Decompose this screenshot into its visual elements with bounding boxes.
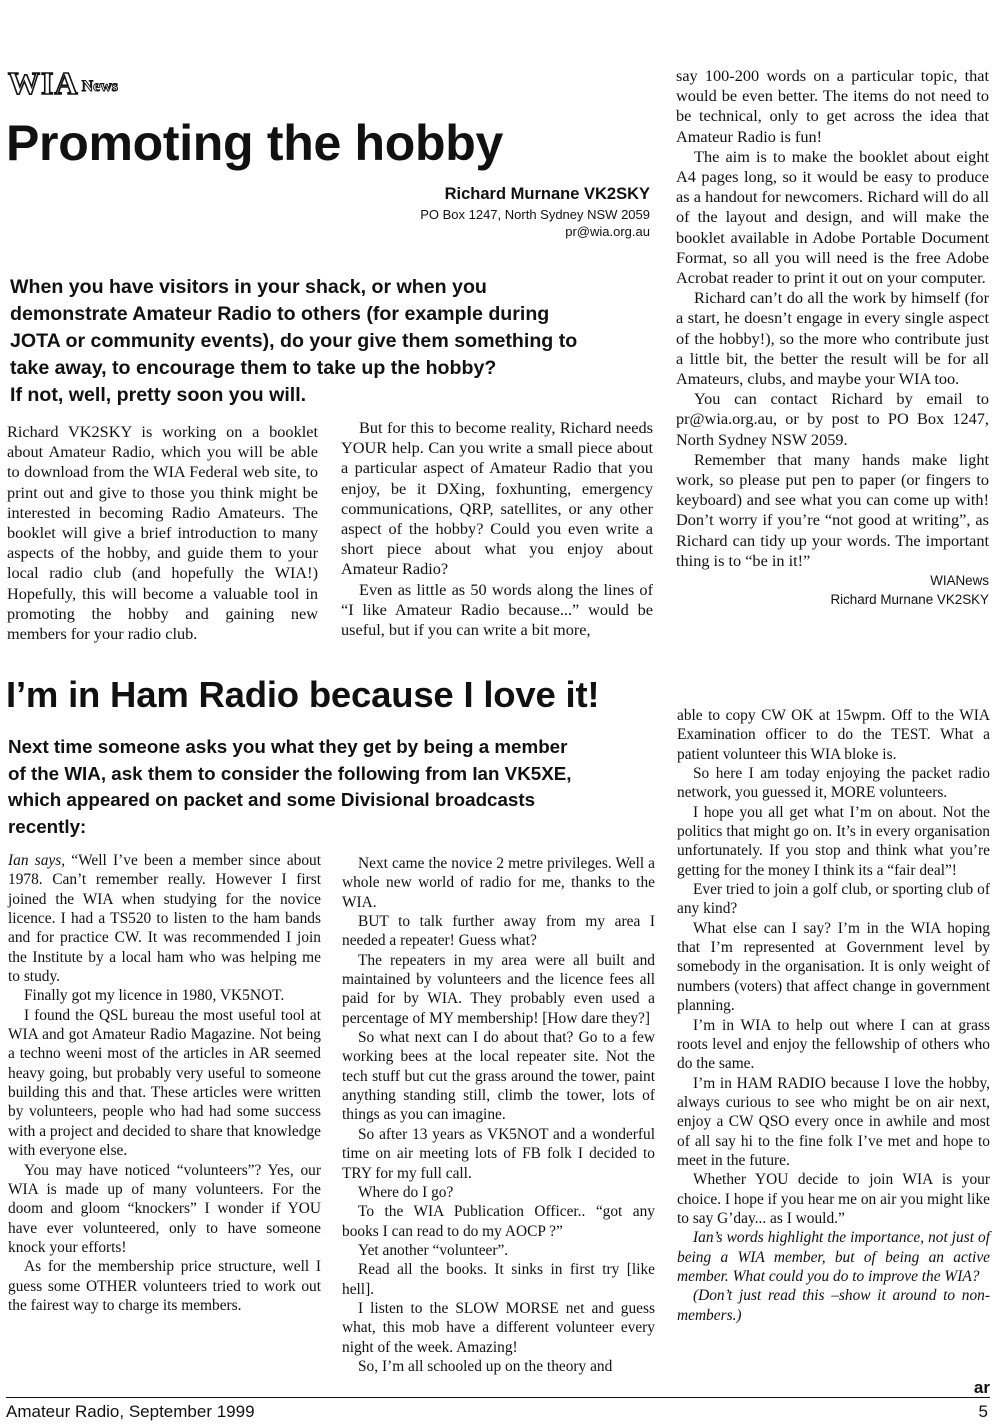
paragraph: BUT to talk further away from my area I needed a repeater! Guess what? [342, 913, 655, 950]
paragraph: Richard can’t do all the work by himself (for a start, he doesn’t engage in every single aspect of the hobby!), so the more who contribute just a little bit, the better the result will be for all Amateurs, clubs, and maybe your WIA too. [676, 288, 989, 389]
footer-divider [6, 1397, 990, 1398]
paragraph: Ever tried to join a golf club, or sporting club of any kind? [677, 881, 990, 918]
signature-author: Richard Murnane VK2SKY [830, 592, 989, 608]
paragraph: The repeaters in my area were all built and maintained by volunteers and the licence fees all paid for by WIA. They probably even used a percentage of MY membership! [How dare they?] [342, 951, 655, 1027]
article1-column-1 [7, 422, 318, 644]
intro-line: take away, to encourage them to take up the hobby? [10, 357, 497, 379]
author-name: Richard Murnane VK2SKY [444, 185, 650, 203]
paragraph: To the WIA Publication Officer.. “got any books I can read to do my AOCP ?” [342, 1203, 655, 1240]
byline [360, 182, 650, 240]
paragraph: I listen to the SLOW MORSE net and guess what, this mob have a different volunteer every night of the week. Amazing! [342, 1299, 655, 1356]
paragraph: What else can I say? I’m in the WIA hoping that I’m represented at Government level by somebody in the organisation. It is only weight of numbers (voters) that affect change in government planning. [677, 919, 990, 1015]
paragraph: Even as little as 50 words along the lines of “I like Amateur Radio because...” would be useful, but if you can write a bit more, [341, 579, 653, 640]
intro-line: If not, well, pretty soon you will. [10, 384, 307, 406]
paragraph: As for the membership price structure, well I guess some OTHER volunteers tried to work out the fairest way to charge its members. [8, 1258, 321, 1314]
intro-line: of the WIA, ask them to consider the following from Ian VK5XE, [8, 762, 572, 784]
paragraph: The aim is to make the booklet about eight A4 pages long, so it would be easy to produce as a handout for newcomers. Richard will do all of the layout and design, and will make the booklet available in Adobe Portable Document Format, so all you will need is the free Adobe Acrobat reader to print it out on your computer. [676, 146, 989, 288]
paragraph [8, 851, 321, 986]
paragraph: I’m in HAM RADIO because I love the hobby, always curious to see who might be on air next, enjoy a CW QSO every once in awhile and most of all say hi to the fine folk I’ve met and hope to meet in the future. [677, 1074, 990, 1169]
paragraph: Where do I go? [358, 1183, 454, 1201]
article2-title: I’m in Ham Radio because I love it! [6, 674, 600, 715]
editor-note [677, 1228, 990, 1286]
intro-line: Next time someone asks you what they get by being a member [8, 736, 568, 757]
intro-line: which appeared on packet and some Divisional broadcasts [8, 789, 536, 810]
paragraph: Remember that many hands make light work, so please put pen to paper (or fingers to keyboard) and see what you can come up with! Don’t worry if you’re “not good at writing”, as Richard can tidy up your words. The important thing is to “be in it!” [676, 449, 989, 570]
editor-note [677, 1286, 990, 1325]
paragraph: Read all the books. It sinks in first try [like hell]. [342, 1261, 655, 1298]
paragraph: Richard VK2SKY is working on a booklet about Amateur Radio, which you will be able to download from the WIA Federal web site, to print out and give to those you think might be interested in becoming Radio Amateurs. The booklet will give a brief introduction to many aspects of the hobby, and guide them to your local radio club (and hopefully the WIA!) Hopefully, this will become a valuable tool in promoting the hobby and gaining new members for your radio club. [7, 422, 318, 644]
article2-column-1 [8, 851, 321, 1315]
editor-note-text: Ian’s words highlight the importance, not just of being a WIA member, but of being an active member. What could you do to improve the WIA? [677, 1229, 990, 1285]
paragraph: So what next can I do about that? Go to a few working bees at the local repeater site. Not the tech stuff but cut the grass around the tower, paint anything standing still, climb the tower, lots of things as you can imagine. [342, 1029, 655, 1124]
paragraph: say 100-200 words on a particular topic, that would be even better. The items do not need to be technical, only to get across the idea that Amateur Radio is fun! [676, 66, 989, 146]
paragraph: Yet another “volunteer”. [358, 1241, 509, 1259]
paragraph: But for this to become reality, Richard needs YOUR help. Can you write a small piece about a particular aspect of Amateur Radio that you enjoy, be it DXing, foxhunting, emergency communications, QRP, satellites, or any other aspect of the hobby? Could you even write a short piece about what you enjoy about Amateur Radio? [341, 418, 653, 579]
paragraph: I’m in WIA to help out where I can at grass roots level and enjoy the fellowship of others who do the same. [677, 1016, 990, 1073]
ar-end-mark: ar [973, 1378, 990, 1397]
intro-line: demonstrate Amateur Radio to others (for example during [10, 303, 550, 325]
paragraph: I hope you all get what I’m on about. Not the politics that might go on. It’s in every organisation unfortunately. If you stop and think what you’re getting for the money I think its a “fair deal”! [677, 803, 990, 879]
paragraph: Next came the novice 2 metre privileges. Well a whole new world of radio for me, thanks to the WIA. [342, 855, 655, 911]
author-email: pr@wia.org.au [565, 224, 650, 239]
article1-column-2 [341, 418, 653, 640]
article1-column-3 [676, 66, 989, 609]
article2-column-3 [677, 706, 990, 1325]
paragraph: Whether YOU decide to join WIA is your choice. I hope if you hear me on air you might like to say G’day... as I would.” [677, 1171, 990, 1227]
page-number: 5 [978, 1402, 988, 1421]
article-title: Promoting the hobby [6, 115, 504, 171]
author-address: PO Box 1247, North Sydney NSW 2059 [420, 207, 650, 222]
paragraph: So, I’m all schooled up on the theory and [358, 1357, 613, 1375]
intro-line: recently: [8, 815, 87, 837]
paragraph: I found the QSL bureau the most useful tool at WIA and got Amateur Radio Magazine. Not being a techno weeni most of the articles in AR seemed heavy going, but probably very useful to someone building this and that. These articles were written by volunteers, people who had had some success with a project and decided to share that knowledge with everyone else. [8, 1006, 321, 1160]
intro-line: JOTA or community events), do your give them something to [10, 330, 578, 352]
wia-news-logo [8, 65, 154, 101]
paragraph: Finally got my licence in 1980, VK5NOT. [24, 987, 285, 1005]
paragraph: So here I am today enjoying the packet radio network, you guessed it, MORE volunteers. [677, 765, 990, 802]
article-intro [10, 274, 577, 409]
publication-footer: Amateur Radio, September 1999 [6, 1402, 255, 1421]
logo-wia-text: WIA [8, 65, 79, 101]
signature [676, 571, 989, 609]
logo-news-text: News [81, 78, 118, 95]
paragraph: So after 13 years as VK5NOT and a wonderful time on air meeting lots of FB folk I decided to TRY for my full call. [342, 1125, 655, 1182]
article2-column-2 [342, 854, 655, 1376]
lead-text: “Well I’ve been a member since about 1978. Can’t remember really. However I first joined the WIA when studying for the novice licence. I had a TS520 to listen to the ham bands and for practice CW. It was recommended I join the Institute by a local ham who was helping me to study. [8, 852, 322, 986]
paragraph: You can contact Richard by email to pr@wia.org.au, or by post to PO Box 1247, North Sydney NSW 2059. [676, 389, 989, 449]
editor-note-text: (Don’t just read this –show it around to non-members.) [677, 1287, 990, 1324]
paragraph: able to copy CW OK at 15wpm. Off to the WIA Examination officer to do the TEST. What a patient volunteer this WIA bloke is. [677, 707, 990, 763]
signature-source: WIANews [930, 573, 989, 589]
intro-line: When you have visitors in your shack, or when you [10, 276, 487, 298]
article2-intro [8, 734, 572, 840]
lead-italic: Ian says, [8, 852, 66, 869]
paragraph: You may have noticed “volunteers”? Yes, our WIA is made up of many volunteers. For the doom and gloom “knockers” I wonder if YOU have ever volunteered, only to have someone knock your efforts! [8, 1161, 321, 1256]
